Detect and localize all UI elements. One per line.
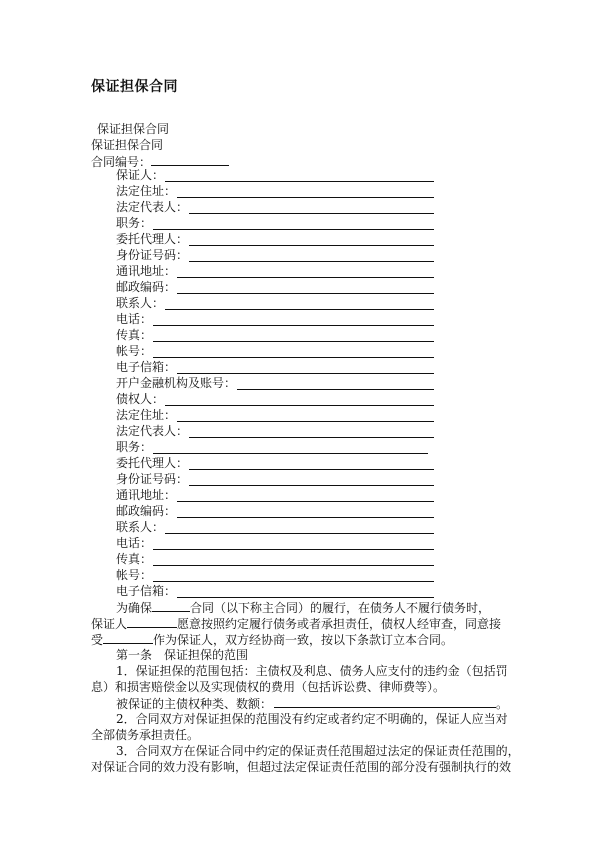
creditor-phone-field[interactable] — [116, 536, 434, 552]
creditor-postcode-blank[interactable] — [177, 517, 434, 518]
creditor-mail-address-field[interactable] — [116, 488, 434, 504]
clause-1-sub — [116, 696, 508, 713]
preamble-paragraph — [91, 600, 511, 648]
bank-account-blank[interactable] — [237, 389, 434, 390]
guarantor-mail-address-blank[interactable] — [177, 277, 434, 278]
creditor-account-blank[interactable] — [153, 581, 434, 582]
creditor-email-field[interactable] — [116, 584, 434, 600]
creditor-id-blank[interactable] — [189, 485, 434, 486]
contract-number-label: 合同编号： — [91, 155, 152, 169]
clause-1-row-1: 1．保证担保的范围包括：主债权及利息、债务人应支付的违约金（包括罚 — [116, 664, 508, 678]
creditor-contact-field[interactable] — [116, 520, 434, 536]
clause-3-row-1: 3．合同双方在保证合同中约定的保证责任范围超过法定的保证责任范围的， — [116, 744, 520, 758]
creditor-name-field[interactable] — [116, 392, 434, 408]
clause-1 — [91, 664, 511, 696]
guarantor-name-inline-blank[interactable] — [127, 616, 177, 628]
guarantor-legal-rep-field[interactable] — [116, 200, 434, 216]
creditor-postcode-field[interactable] — [116, 504, 434, 520]
preamble-text-6: 作为保证人，双方经协商一致，按以下条款订立本合同。 — [153, 633, 454, 647]
creditor-position-label: 职务： — [116, 440, 153, 455]
creditor-contact-label: 联系人： — [116, 520, 165, 535]
debt-type-amount-blank[interactable] — [274, 696, 496, 708]
creditor-contact-blank[interactable] — [165, 533, 434, 534]
main-contract-blank[interactable] — [152, 600, 190, 612]
creditor-address-field[interactable] — [116, 408, 434, 424]
guarantor-id-label: 身份证号码： — [116, 248, 189, 263]
guarantor-address-label: 法定住址： — [116, 184, 177, 199]
preamble-text-4: 愿意按照约定履行债务或者承担责任，债权人经审查，同意接 — [177, 617, 502, 631]
preamble-text-5: 受 — [91, 633, 104, 647]
guarantor-contact-field[interactable] — [116, 296, 434, 312]
preamble-row-3 — [91, 632, 511, 648]
clause-2 — [91, 712, 511, 744]
creditor-postcode-label: 邮政编码： — [116, 504, 177, 519]
creditor-agent-field[interactable] — [116, 456, 434, 472]
guarantor-account-blank[interactable] — [153, 357, 434, 358]
creditor-agent-blank[interactable] — [189, 469, 434, 470]
guarantor-fax-field[interactable] — [116, 328, 434, 344]
guarantor-contact-blank[interactable] — [165, 309, 434, 310]
guarantor-postcode-blank[interactable] — [177, 293, 434, 294]
creditor-mail-address-label: 通讯地址： — [116, 488, 177, 503]
contract-number-blank[interactable] — [151, 154, 229, 166]
preamble-row-2 — [91, 616, 511, 632]
guarantor-name-blank[interactable] — [165, 181, 434, 182]
creditor-email-blank[interactable] — [177, 597, 434, 598]
guarantor-account-label: 帐号： — [116, 344, 153, 359]
guarantor-position-label: 职务： — [116, 216, 153, 231]
creditor-email-label: 电子信箱： — [116, 584, 177, 599]
creditor-legal-rep-blank[interactable] — [189, 437, 434, 438]
preamble-text-2: 合同（以下称主合同）的履行，在债务人不履行债务时， — [190, 601, 491, 615]
guarantor-id-field[interactable] — [116, 248, 434, 264]
creditor-name-label: 债权人： — [116, 392, 165, 407]
creditor-name-blank[interactable] — [165, 405, 434, 406]
creditor-address-label: 法定住址： — [116, 408, 177, 423]
preamble-row-1 — [91, 600, 511, 616]
guarantor-phone-blank[interactable] — [153, 325, 434, 326]
clause-1-sub-label: 被保证的主债权种类、数额： — [116, 697, 273, 711]
guarantor-name-label: 保证人： — [116, 168, 165, 183]
article-1-title: 第一条 保证担保的范围 — [116, 648, 249, 662]
guarantor-agent-label: 委托代理人： — [116, 232, 189, 247]
creditor-address-blank[interactable] — [177, 421, 434, 422]
creditor-fax-label: 传真： — [116, 552, 153, 567]
guarantor-email-blank[interactable] — [177, 373, 434, 374]
guarantor-email-field[interactable] — [116, 360, 434, 376]
clause-2-row-1: 2．合同双方对保证担保的范围没有约定或者约定不明确的，保证人应当对 — [116, 712, 508, 726]
page-title: 保证担保合同 — [91, 79, 178, 95]
creditor-mail-address-blank[interactable] — [177, 501, 434, 502]
guarantor-mail-address-field[interactable] — [116, 264, 434, 280]
creditor-id-label: 身份证号码： — [116, 472, 189, 487]
guarantor-name-field[interactable] — [116, 168, 434, 184]
guarantor-postcode-label: 邮政编码： — [116, 280, 177, 295]
creditor-id-field[interactable] — [116, 472, 434, 488]
creditor-legal-rep-field[interactable] — [116, 424, 434, 440]
guarantor-agent-blank[interactable] — [189, 245, 434, 246]
guarantor-id-blank[interactable] — [189, 261, 434, 262]
creditor-account-label: 帐号： — [116, 568, 153, 583]
creditor-position-field[interactable] — [116, 440, 428, 456]
preamble-text-3: 保证人 — [91, 617, 128, 631]
guarantor-fax-blank[interactable] — [153, 341, 434, 342]
guarantor-position-blank[interactable] — [153, 229, 434, 230]
guarantor-legal-rep-blank[interactable] — [189, 213, 434, 214]
accepted-guarantor-blank[interactable] — [103, 632, 153, 644]
guarantor-phone-label: 电话： — [116, 312, 153, 327]
guarantor-account-field[interactable] — [116, 344, 434, 360]
guarantor-legal-rep-label: 法定代表人： — [116, 200, 189, 215]
creditor-agent-label: 委托代理人： — [116, 456, 189, 471]
bank-account-field[interactable] — [116, 376, 434, 392]
creditor-legal-rep-label: 法定代表人： — [116, 424, 189, 439]
clause-3-row-2: 对保证合同的效力没有影响，但超过法定保证责任范围的部分没有强制执行的效 — [91, 760, 512, 774]
creditor-fax-field[interactable] — [116, 552, 434, 568]
clause-1-sub-end: 。 — [496, 697, 509, 711]
preamble-text-1: 为确保 — [116, 601, 153, 615]
guarantor-position-field[interactable] — [116, 216, 434, 232]
creditor-phone-blank[interactable] — [153, 549, 434, 550]
guarantor-agent-field[interactable] — [116, 232, 434, 248]
guarantor-contact-label: 联系人： — [116, 296, 165, 311]
guarantor-fax-label: 传真： — [116, 328, 153, 343]
bank-account-label: 开户金融机构及账号： — [116, 376, 237, 391]
guarantor-mail-address-label: 通讯地址： — [116, 264, 177, 279]
subtitle-2: 保证担保合同 — [91, 138, 164, 152]
subtitle-1: 保证担保合同 — [97, 122, 170, 136]
creditor-account-field[interactable] — [116, 568, 434, 584]
clause-1-row-2: 息）和损害赔偿金以及实现债权的费用（包括诉讼费、律师费等）。 — [91, 680, 446, 694]
guarantor-address-blank[interactable] — [177, 197, 434, 198]
guarantor-email-label: 电子信箱： — [116, 360, 177, 375]
creditor-position-blank[interactable] — [153, 453, 428, 454]
clause-3 — [91, 744, 520, 776]
guarantor-address-field[interactable] — [116, 184, 434, 200]
creditor-phone-label: 电话： — [116, 536, 153, 551]
guarantor-postcode-field[interactable] — [116, 280, 434, 296]
guarantor-phone-field[interactable] — [116, 312, 434, 328]
clause-2-row-2: 全部债务承担责任。 — [91, 728, 200, 742]
creditor-fax-blank[interactable] — [153, 565, 434, 566]
